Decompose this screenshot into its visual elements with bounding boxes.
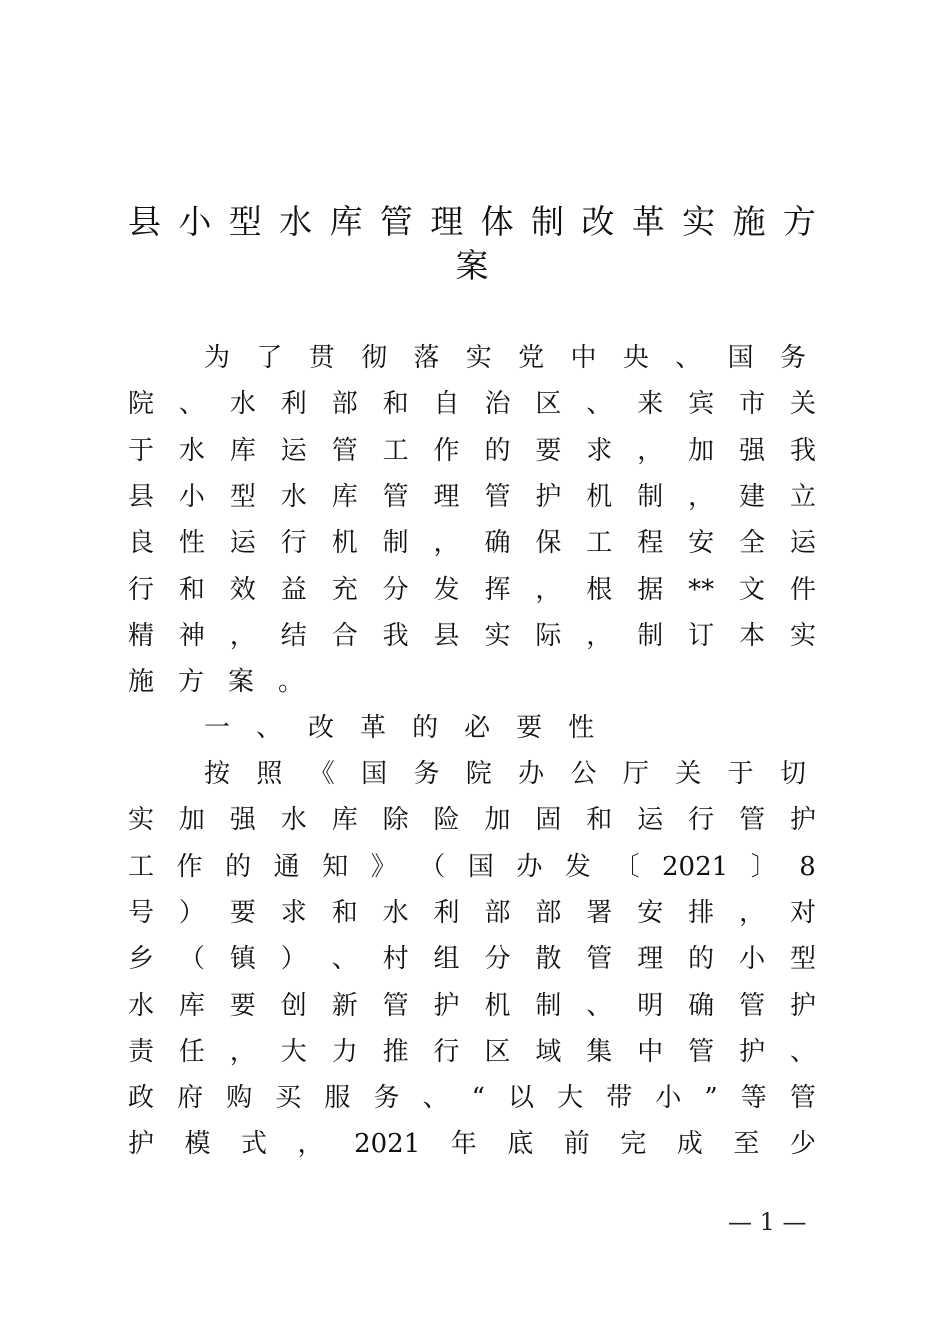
necessity-paragraph-line: 水 库 要 创 新 管 护 机 制 、 明 确 管 护 [128, 990, 816, 1021]
intro-paragraph-line: 院 、 水 利 部 和 自 治 区 、 来 宾 市 关 [128, 389, 816, 420]
necessity-paragraph-line: 政 府 购 买 服 务 、 “ 以 大 带 小 ” 等 管 [128, 1083, 816, 1114]
necessity-paragraph-line: 工 作 的 通 知 》 （ 国 办 发 〔 2021 〕 8 [128, 851, 816, 882]
necessity-paragraph-line: 按 照 《 国 务 院 办 公 厅 关 于 切 [204, 759, 806, 789]
intro-paragraph-line: 行 和 效 益 充 分 发 挥 ， 根 据 ** 文 件 [128, 574, 816, 605]
intro-paragraph-line: 良 性 运 行 机 制 ， 确 保 工 程 安 全 运 [128, 528, 816, 559]
section-heading-necessity: 一 、 改 革 的 必 要 性 [204, 713, 595, 743]
intro-paragraph-line: 为 了 贯 彻 落 实 党 中 央 、 国 务 [204, 343, 806, 373]
document-title-line-1: 县 小 型 水 库 管 理 体 制 改 革 实 施 方 [128, 202, 816, 241]
necessity-paragraph-line: 护 模 式 ， 2021 年 底 前 完 成 至 少 [128, 1129, 816, 1160]
necessity-paragraph-line: 实 加 强 水 库 除 险 加 固 和 运 行 管 护 [128, 805, 816, 836]
necessity-paragraph-line: 责 任 ， 大 力 推 行 区 域 集 中 管 护 、 [128, 1036, 816, 1067]
intro-paragraph-line: 施 方 案 。 [128, 667, 305, 698]
intro-paragraph-line: 精 神 ， 结 合 我 县 实 际 ， 制 订 本 实 [128, 620, 816, 651]
necessity-paragraph-line: 乡 （ 镇 ） 、 村 组 分 散 管 理 的 小 型 [128, 944, 816, 975]
necessity-paragraph-line: 号 ） 要 求 和 水 利 部 部 署 安 排 ， 对 [128, 897, 816, 928]
intro-paragraph-line: 于 水 库 运 管 工 作 的 要 求 ， 加 强 我 [128, 435, 816, 466]
intro-paragraph-line: 县 小 型 水 库 管 理 管 护 机 制 ， 建 立 [128, 481, 816, 512]
document-title-line-2: 案 [455, 246, 489, 285]
page-number: — 1 — [728, 1208, 807, 1236]
